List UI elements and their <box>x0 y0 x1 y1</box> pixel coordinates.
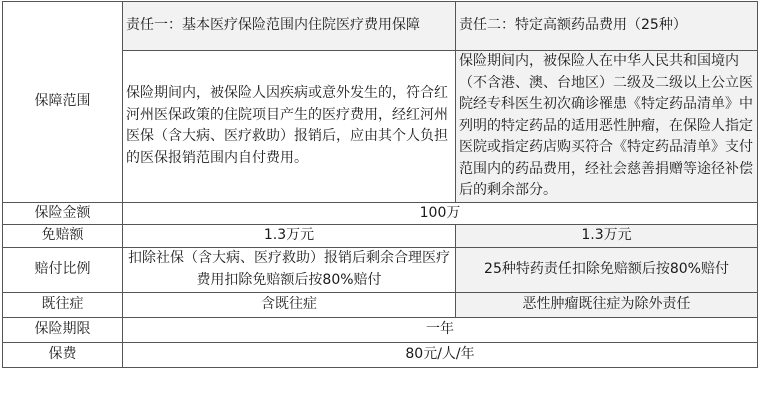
row-label-coverage-scope: 保障范围 <box>3 2 123 203</box>
row-label-insured-amount: 保险金额 <box>3 202 123 225</box>
deductible-liability-two: 1.3万元 <box>456 225 758 248</box>
liability-one-description: 保险期间内，被保险人因疾病或意外发生的，符合红河州医保政策的住院项目产生的医疗费用，经红河州医保（含大病、医疗救助）报销后，应由其个人负担的医保报销范围内自付费用。 <box>123 51 456 203</box>
row-label-payout-ratio: 赔付比例 <box>3 247 123 292</box>
row-label-premium: 保费 <box>3 342 123 367</box>
payout-ratio-liability-two: 25种特药责任扣除免赔额后按80%赔付 <box>456 247 758 292</box>
insurance-coverage-table <box>2 1 758 368</box>
preexisting-liability-two: 恶性肿瘤既往症为除外责任 <box>456 292 758 317</box>
table-row <box>3 247 758 292</box>
deductible-liability-one: 1.3万元 <box>123 225 456 248</box>
table-row <box>3 225 758 248</box>
row-label-deductible: 免赔额 <box>3 225 123 248</box>
insurance-period-value: 一年 <box>123 317 758 342</box>
row-label-preexisting: 既往症 <box>3 292 123 317</box>
liability-two-description: 保险期间内，被保险人在中华人民共和国境内（不含港、澳、台地区）二级及二级以上公立医院经专科医生初次确诊罹患《特定药品清单》中列明的特定药品的适用恶性肿瘤，在保险人指定医院或指定药店购买符合《特定药品清单》支付范围内的药品费用，经社会慈善捐赠等途径补偿后的剩余部分。 <box>456 51 758 203</box>
liability-two-title: 责任二：特定高额药品费用（25种） <box>456 2 758 51</box>
table-row <box>3 317 758 342</box>
table-row <box>3 342 758 367</box>
table-row <box>3 202 758 225</box>
insured-amount-value: 100万 <box>123 202 758 225</box>
liability-one-title: 责任一：基本医疗保险范围内住院医疗费用保障 <box>123 2 456 51</box>
table-row <box>3 292 758 317</box>
preexisting-liability-one: 含既往症 <box>123 292 456 317</box>
payout-ratio-liability-one: 扣除社保（含大病、医疗救助）报销后剩余合理医疗费用扣除免赔额后按80%赔付 <box>123 247 456 292</box>
row-label-insurance-period: 保险期限 <box>3 317 123 342</box>
table-row <box>3 2 758 51</box>
premium-value: 80元/人/年 <box>123 342 758 367</box>
